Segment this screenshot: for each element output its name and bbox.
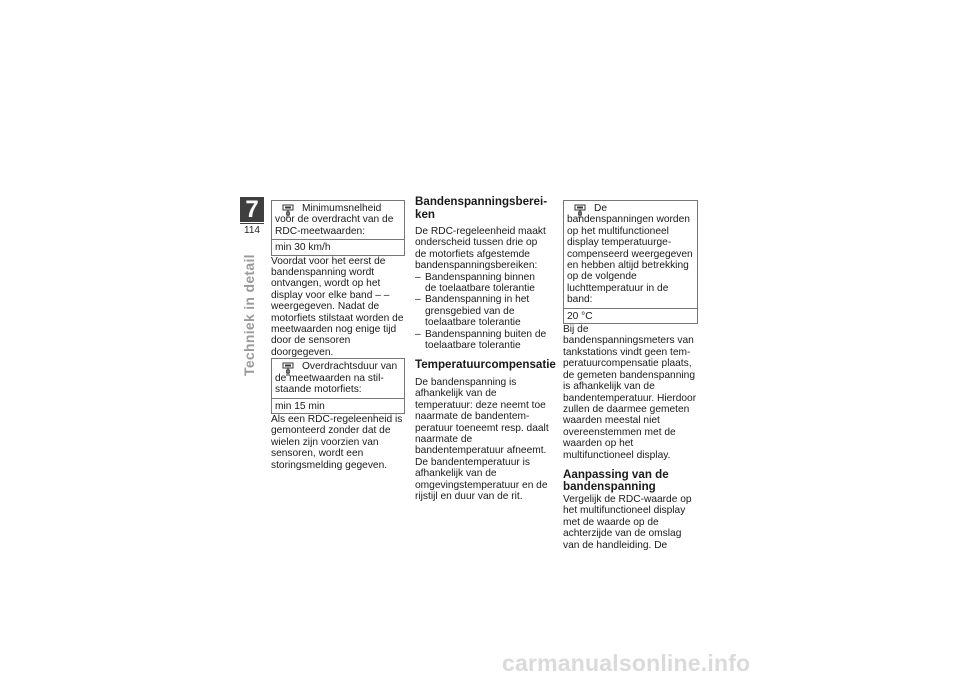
column-3: [563, 200, 698, 551]
note-box-min-speed: [271, 200, 405, 256]
paragraph: Als een RDC-regeleenheid is gemonteerd zonder dat de wielen zijn voorzien van sensoren, wordt een storingsmelding gegeven.: [271, 413, 403, 471]
note-value: min 15 min: [272, 398, 404, 413]
column-2: [415, 195, 556, 503]
note-box-reference-temperature: [563, 200, 698, 324]
paragraph: Bij de bandenspanningsmeters van tankstations vindt geen temperatuurcompensatie plaats, de gemeten bandenspanning is afhankelijk van de bandentemperatuur. Hierdoor zullen de daarmee gemeten waarden meestal niet overeenstemmen met de waarden op het multifunctioneel display.: [563, 324, 697, 461]
column-1: [271, 200, 405, 471]
pressure-gauge-icon: [282, 362, 294, 376]
list-item: – Bandenspanning in het grensgebied van de toelaatbare tolerantie: [415, 294, 549, 328]
chapter-rule: [240, 223, 264, 224]
chapter-number-box: 7: [240, 197, 264, 222]
heading-temperature-compensation: Temperatuurcompensatie: [415, 358, 556, 372]
note-box-transfer-duration: [271, 358, 405, 414]
ranges-list: [415, 272, 549, 352]
list-item: – Bandenspanning buiten de toelaatbare tolerantie: [415, 329, 549, 352]
paragraph: De RDC-regeleenheid maakt onderscheid tussen drie op de motorfiets afgestemde bandenspanningsbereiken:: [415, 226, 546, 272]
note-text: Minimumsnelheid voor de overdracht van de RDC-meetwaarden:: [275, 203, 394, 237]
page-number: 114: [244, 225, 260, 236]
list-item: – Bandenspanning binnen de toelaatbare tolerantie: [415, 272, 549, 295]
paragraph: De bandenspanning is afhankelijk van de temperatuur: deze neemt toe naarmate de bandentemperatuur toeneemt resp. daalt naarmate de bandentemperatuur afneemt. De bandentemperatuur is afhankelijk van de omgevingstemperatuur en de rijstijl en duur van de rit.: [415, 376, 549, 503]
note-text: De bandenspanningen worden op het multifunctioneel display temperatuurgecompenseerd weergegeven en hebben altijd betrekking op de volgende luchttemperatuur in de band:: [567, 203, 693, 306]
note-value: 20 °C: [564, 308, 697, 323]
note-value: min 30 km/h: [272, 239, 404, 254]
pressure-gauge-icon: [282, 204, 294, 218]
section-title: Techniek in detail: [241, 254, 257, 376]
heading-pressure-ranges: Bandenspanningsbereiken: [415, 195, 548, 221]
watermark: carmanualsonline.info: [502, 650, 751, 676]
pressure-gauge-icon: [574, 204, 586, 218]
note-text: Overdrachtsduur van de meetwaarden na stilstaande motorfiets:: [275, 361, 398, 396]
paragraph: Voordat voor het eerst de bandenspanning wordt ontvangen, wordt op het display voor elke band – – weergegeven. Nadat de motorfiets stilstaat worden de meetwaarden nog enige tijd door de sensoren doorgegeven.: [271, 255, 404, 358]
heading-adjust-pressure: Aanpassing van de bandenspanning: [563, 467, 669, 494]
paragraph: Vergelijk de RDC-waarde op het multifunctioneel display met de waarde op de achterzijde van de omslag van de handleiding. De: [563, 493, 692, 551]
